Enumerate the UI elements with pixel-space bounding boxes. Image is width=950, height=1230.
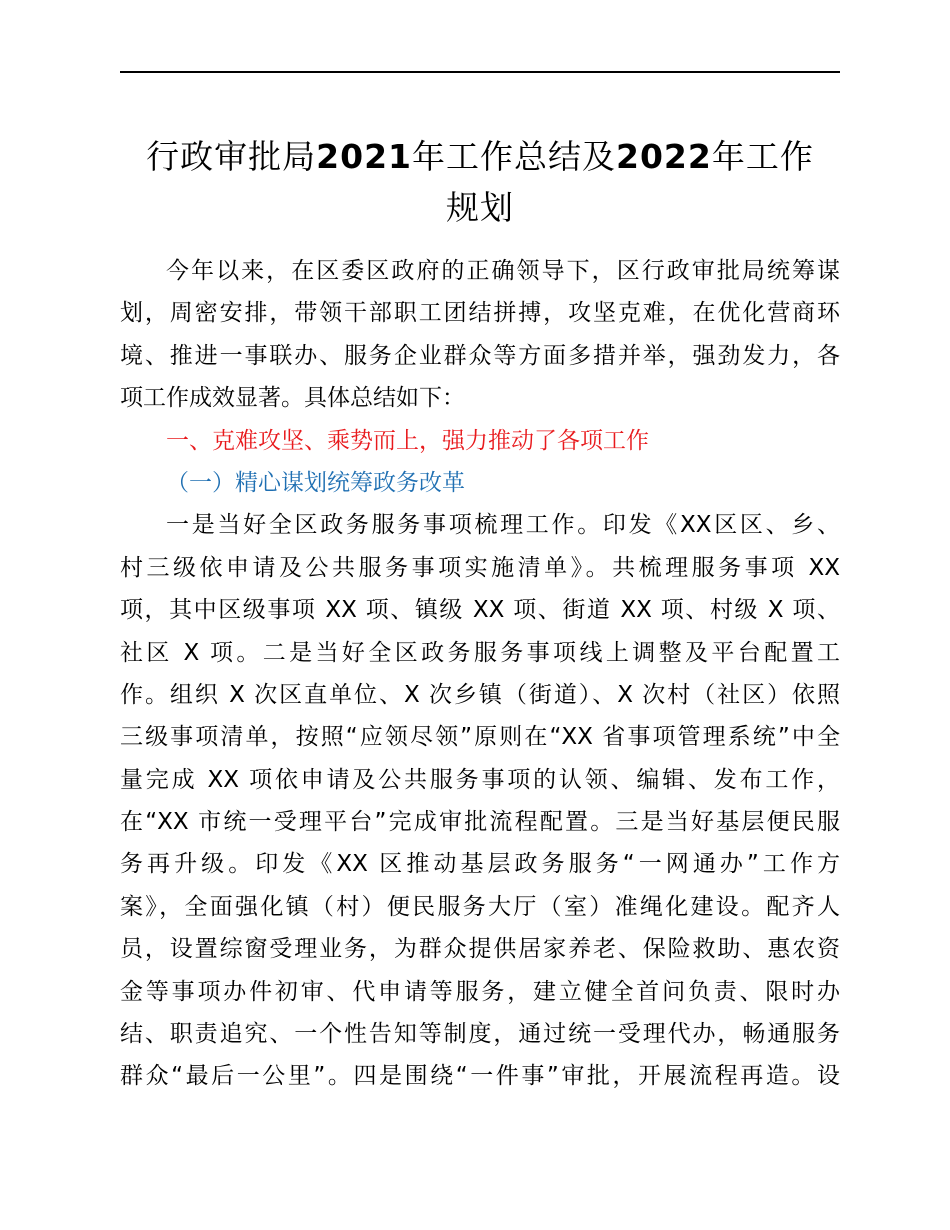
document-title	[120, 131, 840, 233]
title-text-3: 年工作	[711, 137, 814, 176]
paragraph-line: 结、职责追究、一个性告知等制度，通过统一受理代办，畅通服务	[120, 1021, 840, 1048]
intro-line: 今年以来，在区委区政府的正确领导下，区行政审批局统筹谋	[166, 258, 840, 284]
paragraph-line: 作。组织 X 次区直单位、X 次乡镇（街道）、X 次村（社区）依照	[120, 681, 840, 708]
paragraph-line: 群众“最后一公里”。四是围绕“一件事”审批，开展流程再造。设	[120, 1063, 840, 1090]
title-year-2021: 2021	[316, 137, 412, 176]
section-heading-1: 一、克难攻坚、乘势而上，强力推动了各项工作	[166, 427, 649, 454]
title-text-2: 年工作总结及	[412, 137, 616, 176]
paragraph-line: 量完成 XX 项依申请及公共服务事项的认领、编辑、发布工作，	[120, 766, 840, 793]
title-text-1: 行政审批局	[146, 137, 317, 176]
paragraph-line: 案》，全面强化镇（村）便民服务大厅（室）准绳化建设。配齐人	[120, 893, 840, 920]
paragraph-line: 务再升级。印发《XX 区推动基层政务服务“一网通办”工作方	[120, 851, 840, 878]
paragraph-line: 社区 X 项。二是当好全区政务服务事项线上调整及平台配置工	[120, 639, 840, 666]
intro-line: 项工作成效显著。具体总结如下：	[120, 385, 465, 412]
intro-line: 划，周密安排，带领干部职工团结拼搏，攻坚克难，在优化营商环	[120, 300, 840, 327]
paragraph-line: 村三级依申请及公共服务事项实施清单》。共梳理服务事项 XX	[120, 554, 840, 581]
intro-line: 境、推进一事联办、服务企业群众等方面多措并举，强劲发力，各	[120, 342, 840, 369]
subsection-heading-1: （一）精心谋划统筹政务改革	[166, 469, 465, 496]
title-line-2: 规划	[446, 188, 514, 227]
title-line-1	[120, 131, 840, 182]
paragraph-line: 金等事项办件初审、代申请等服务，建立健全首问负责、限时办	[120, 978, 840, 1005]
paragraph-line: 项，其中区级事项 XX 项、镇级 XX 项、街道 XX 项、村级 X 项、	[120, 597, 840, 624]
paragraph-line: 一是当好全区政务服务事项梳理工作。印发《XX区区、乡、	[166, 512, 840, 539]
body-text	[120, 250, 840, 1098]
paragraph-line: 三级事项清单，按照“应领尽领”原则在“XX 省事项管理系统”中全	[120, 724, 840, 751]
paragraph-line: 员，设置综窗受理业务，为群众提供居家养老、保险救助、惠农资	[120, 936, 840, 963]
paragraph-line: 在“XX 市统一受理平台”完成审批流程配置。三是当好基层便民服	[120, 809, 840, 836]
header-rule	[120, 71, 840, 73]
title-year-2022: 2022	[616, 137, 712, 176]
